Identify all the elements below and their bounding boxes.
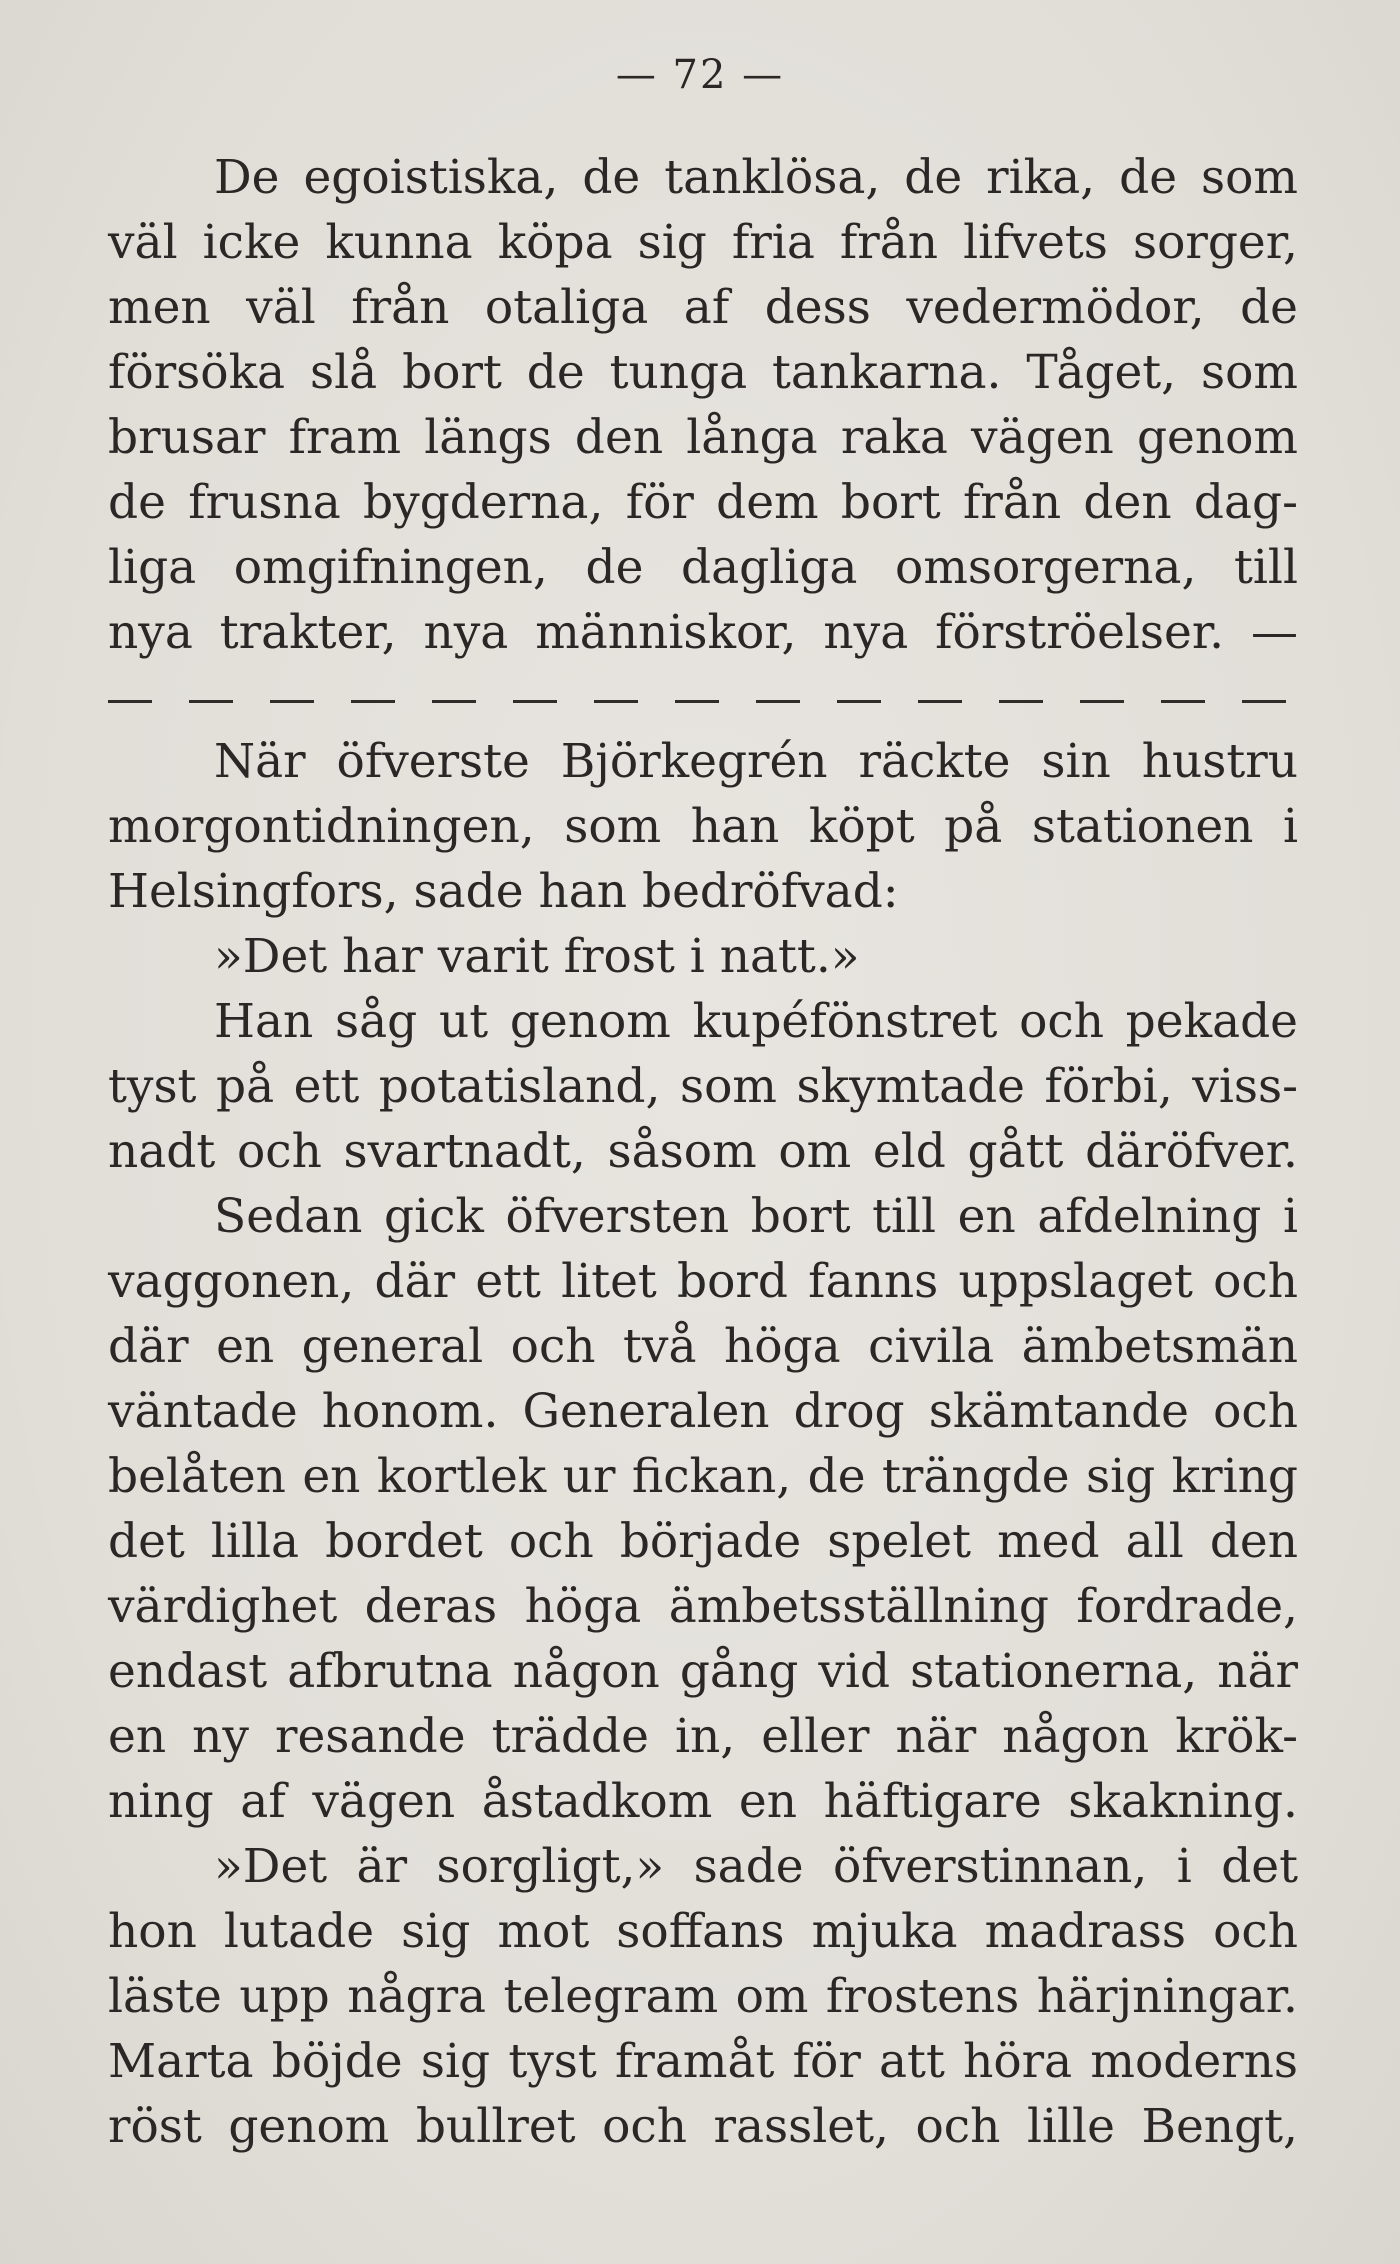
text-line: liga omgifningen, de dagliga omsorgerna, till [108, 540, 1298, 595]
text-line: det lilla bordet och började spelet med all den [108, 1514, 1298, 1569]
page-number: — 72 — [615, 52, 785, 98]
section-divider [108, 700, 1298, 703]
text-line: röst genom bullret och rasslet, och lille Bengt, [108, 2099, 1298, 2154]
text-line: försöka slå bort de tunga tankarna. Tåget, som [108, 345, 1298, 400]
text-line: De egoistiska, de tanklösa, de rika, de som [214, 150, 1298, 205]
text-line: brusar fram längs den långa raka vägen genom [108, 410, 1298, 465]
text-line: nya trakter, nya människor, nya förströelser. — [108, 605, 1298, 660]
text-line: väl icke kunna köpa sig fria från lifvets sorger, [108, 215, 1298, 270]
text-line: ning af vägen åstadkom en häftigare skakning. [108, 1774, 1298, 1829]
text-line: endast afbrutna någon gång vid stationerna, när [108, 1644, 1298, 1699]
quote-line: »Det har varit frost i natt.» [214, 929, 860, 984]
text-line: men väl från otaliga af dess vedermödor, de [108, 280, 1298, 335]
text-line: När öfverste Björkegrén räckte sin hustru [214, 734, 1298, 789]
text-line: läste upp några telegram om frostens härjningar. [108, 1969, 1298, 2024]
text-line: hon lutade sig mot soffans mjuka madrass och [108, 1904, 1298, 1959]
text-line: Han såg ut genom kupéfönstret och pekade [214, 994, 1298, 1049]
text-line: belåten en kortlek ur fickan, de trängde sig kring [108, 1449, 1298, 1504]
text-line: värdighet deras höga ämbetsställning fordrade, [108, 1579, 1298, 1634]
text-line: morgontidningen, som han köpt på stationen i [108, 799, 1298, 854]
text-line: väntade honom. Generalen drog skämtande och [108, 1384, 1298, 1439]
text-line: Helsingfors, sade han bedröfvad: [108, 864, 899, 919]
text-line: nadt och svartnadt, såsom om eld gått däröfver. [108, 1124, 1298, 1179]
text-line: Marta böjde sig tyst framåt för att höra moderns [108, 2034, 1298, 2089]
text-line: tyst på ett potatisland, som skymtade förbi, viss- [108, 1059, 1298, 1114]
text-line: »Det är sorgligt,» sade öfverstinnan, i det [214, 1839, 1298, 1894]
text-line: de frusna bygderna, för dem bort från den dag- [108, 475, 1298, 530]
text-line: vaggonen, där ett litet bord fanns uppslaget och [108, 1254, 1298, 1309]
text-line: Sedan gick öfversten bort till en afdelning i [214, 1189, 1298, 1244]
text-line: där en general och två höga civila ämbetsmän [108, 1319, 1298, 1374]
text-line: en ny resande trädde in, eller när någon krök- [108, 1709, 1298, 1764]
